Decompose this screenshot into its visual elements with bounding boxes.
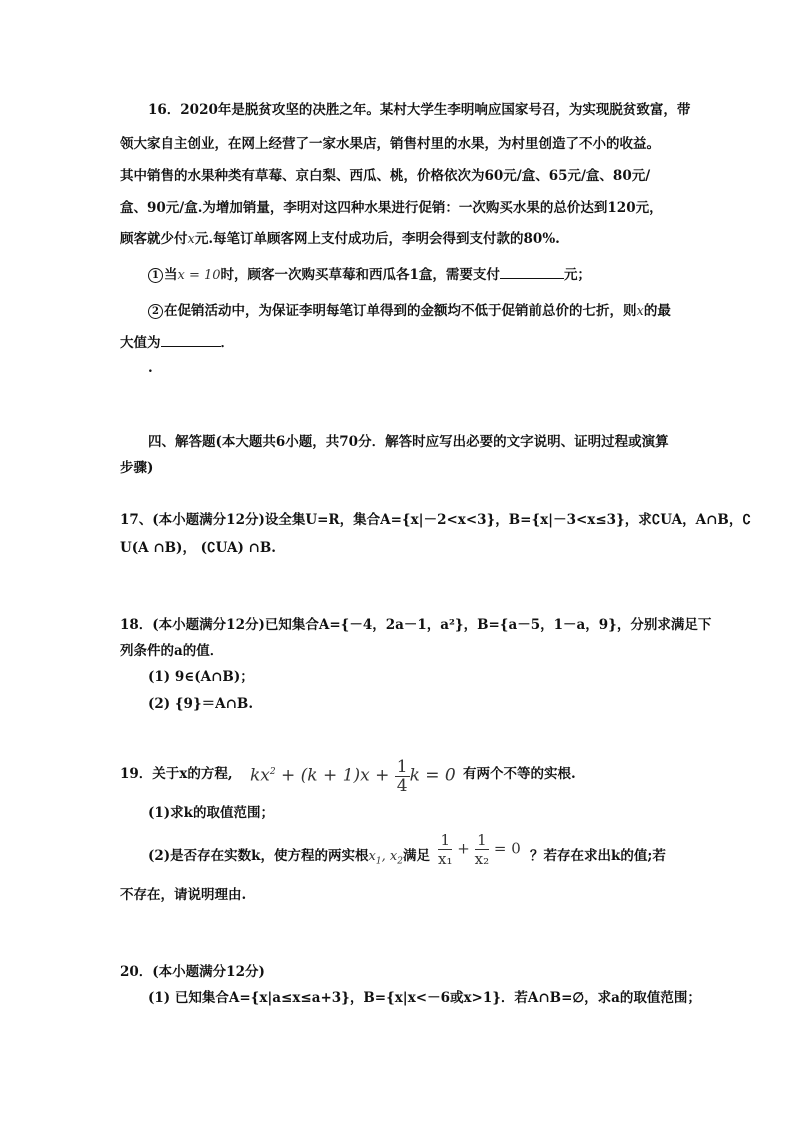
q16-line-5-a: 顾客就少付 — [120, 231, 188, 247]
q16-part-2-end: ． — [220, 335, 234, 351]
circled-number-2: 2 — [148, 304, 163, 319]
variable-x: x — [636, 304, 644, 319]
q16-part-1-b: 时，顾客一次购买草莓和西瓜各1盒，需要支付 — [220, 267, 500, 283]
answer-blank-2[interactable] — [161, 334, 221, 347]
comma: , — [381, 849, 390, 864]
frac-numerator: 1 — [396, 756, 408, 777]
q16-part-2 — [148, 301, 671, 322]
q19-equation — [250, 752, 456, 796]
q16-part-2-b: 的最 — [643, 303, 671, 319]
section-4-heading-line-1: 四、解答题(本大题共6小题，共70分．解答时应写出必要的文字说明、证明过程或演算 — [148, 434, 669, 450]
q19-part-2 — [148, 846, 430, 872]
variable-x: x — [187, 232, 195, 247]
q16-part-2-line-2 — [120, 333, 234, 353]
q19-condition-equation — [438, 831, 521, 868]
frac-denominator: 4 — [396, 775, 408, 796]
plus-sign: + — [457, 839, 470, 858]
circled-number-1: 1 — [148, 268, 163, 283]
fraction-1-over-x2: $\frac{1}{\text{x₂}}$ — [474, 831, 490, 868]
q20-heading: 20．(本小题满分12分) — [120, 964, 265, 980]
root-x2: $x_2$ — [389, 849, 403, 867]
q16-line-1: 16．2020年是脱贫攻坚的决胜之年。某村大学生李明响应国家号召，为实现脱贫致富，带 — [148, 102, 691, 118]
equals-zero: = 0 — [493, 839, 521, 858]
q16-line-5 — [120, 229, 560, 250]
q19-part-1: (1)求k的取值范围； — [148, 805, 275, 821]
eq-end: k = 0 — [409, 765, 456, 786]
q19-part-2-b: 满足 — [402, 848, 430, 864]
q16-part-1-c: 元； — [563, 267, 591, 283]
stray-dot: . — [148, 360, 153, 376]
q16-line-4: 盒、90元/盒.为增加销量，李明对这四种水果进行促销：一次购买水果的总价达到120元， — [120, 200, 663, 216]
q17-line-2: U(A ∩B)， (∁UA) ∩B. — [120, 540, 276, 556]
q18-line-1: 18．(本小题满分12分)已知集合A={－4，2a－1，a²}，B={a－5，1－a，9}，分别求满足下 — [120, 617, 712, 633]
q19-lead: 19．关于x的方程, — [120, 766, 233, 782]
equation-x-equals-10: x = 10 — [177, 268, 221, 283]
q18-line-2: 列条件的a的值． — [120, 643, 224, 659]
answer-blank-1[interactable] — [500, 266, 564, 279]
q16-part-2-line-2-text: 大值为 — [120, 335, 161, 351]
eq-exponent: 2 — [269, 767, 276, 777]
root-x1: $x_1$ — [368, 849, 382, 867]
q19-part-2-line-2: 不存在，请说明理由. — [120, 887, 247, 903]
q16-part-1-a: 当 — [164, 267, 178, 283]
q20-part-1: (1) 已知集合A={x|a≤x≤a+3}，B={x|x<－6或x>1}．若A∩B=∅，求a的取值范围； — [148, 990, 701, 1006]
q16-line-2: 领大家自主创业，在网上经营了一家水果店，销售村里的水果，为村里创造了不小的收益。 — [120, 136, 660, 152]
fraction-one-quarter — [395, 758, 410, 795]
q16-line-5-b: 元.每笔订单顾客网上支付成功后，李明会得到支付款的80%. — [194, 231, 560, 247]
q17-line-1: 17、(本小题满分12分)设全集U=R，集合A={x|－2<x<3}，B={x|－3<x≤3}，求∁UA，A∩B，∁ — [120, 512, 751, 528]
q16-part-2-a: 在促销活动中，为保证李明每笔订单得到的金额均不低于促销前总价的七折，则 — [164, 303, 637, 319]
q19-part-2-c: ？若存在求出k的值;若 — [530, 848, 666, 864]
q18-condition-2: (2) {9}＝A∩B. — [148, 696, 254, 712]
eq-kx: kx — [250, 765, 270, 786]
q19-part-2-a: (2)是否存在实数k，使方程的两实根 — [148, 848, 369, 864]
q19-tail: 有两个不等的实根. — [463, 766, 576, 782]
q16-line-3: 其中销售的水果种类有草莓、京白梨、西瓜、桃，价格依次为60元/盒、65元/盒、80元/ — [120, 168, 651, 184]
q16-part-1 — [148, 265, 591, 286]
q18-condition-1: (1) 9∈(A∩B)； — [148, 669, 254, 685]
fraction-1-over-x1: $\frac{1}{\text{x₁}}$ — [438, 831, 453, 868]
eq-middle: + (k + 1)x + — [275, 765, 395, 786]
section-4-heading-line-2: 步骤) — [120, 460, 154, 476]
